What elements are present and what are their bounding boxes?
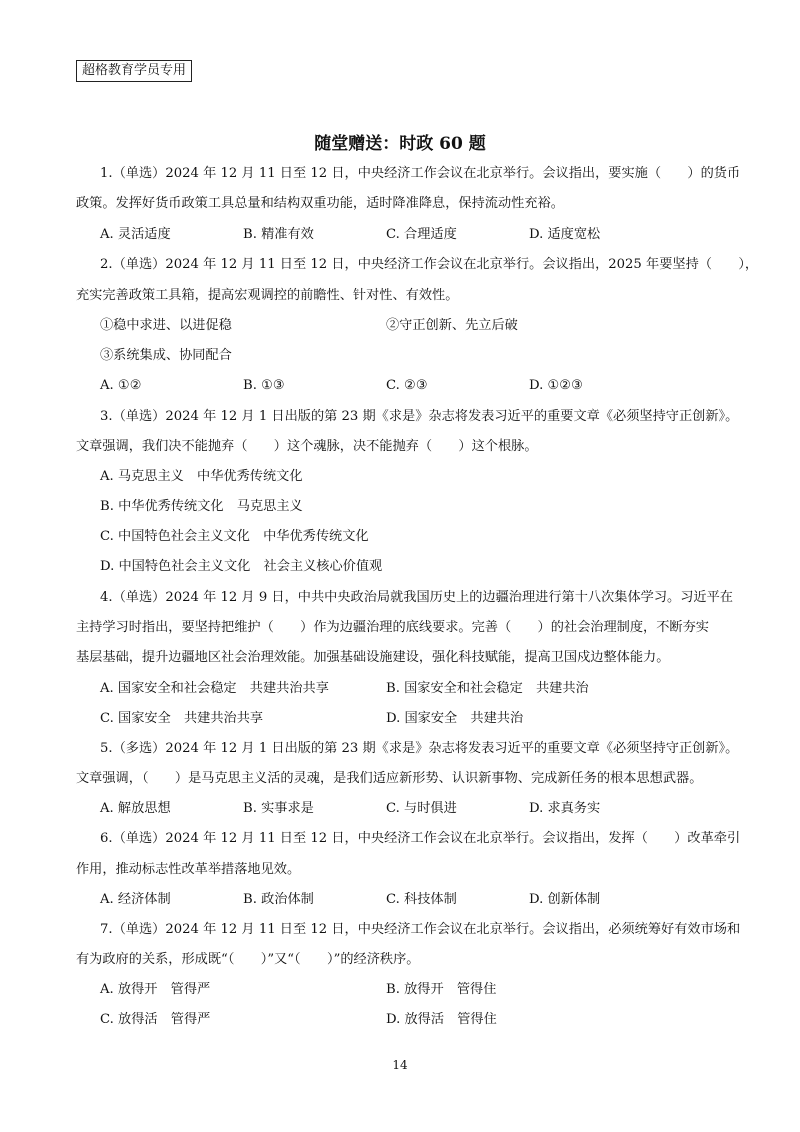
option-c: C. 国家安全 共建共治共享 [100, 711, 264, 726]
question-text: 5.（多选）2024 年 12 月 1 日出版的第 23 期《求是》杂志将发表习近平的重要文章《必须坚持守正创新》。 [100, 741, 739, 756]
option-a: A. 经济体制 [100, 892, 171, 907]
option-d: D. 国家安全 共建共治 [386, 711, 524, 726]
option-d: D. ①②③ [529, 378, 583, 393]
question-text: 作用，推动标志性改革举措落地见效。 [76, 862, 301, 877]
option-c: C. 放得活 管得严 [100, 1012, 211, 1027]
option-c: C. 科技体制 [386, 892, 457, 907]
statement-item: ①稳中求进、以进促稳 [100, 318, 232, 333]
option-d: D. 求真务实 [529, 801, 601, 816]
option-b: B. 实事求是 [243, 801, 314, 816]
option-a: A. 国家安全和社会稳定 共建共治共享 [100, 681, 329, 696]
option-d: D. 中国特色社会主义文化 社会主义核心价值观 [100, 559, 383, 574]
question-text: 4.（单选）2024 年 12 月 9 日，中共中央政治局就我国历史上的边疆治理进行第十八次集体学习。习近平在 [100, 590, 733, 605]
question-text: 2.（单选）2024 年 12 月 11 日至 12 日，中央经济工作会议在北京举行。会议指出，2025 年要坚持（ ）， [100, 257, 759, 272]
option-c: C. ②③ [386, 378, 428, 393]
option-b: B. 政治体制 [243, 892, 314, 907]
option-d: D. 适度宽松 [529, 227, 601, 242]
question-text: 政策。发挥好货币政策工具总量和结构双重功能，适时降准降息，保持流动性充裕。 [76, 196, 564, 211]
option-d: D. 放得活 管得住 [386, 1012, 497, 1027]
option-a: A. 马克思主义 中华优秀传统文化 [100, 469, 303, 484]
question-text: 充实完善政策工具箱，提高宏观调控的前瞻性、针对性、有效性。 [76, 288, 459, 303]
option-b: B. ①③ [243, 378, 285, 393]
option-a: A. 灵活适度 [100, 227, 171, 242]
question-text: 有为政府的关系，形成既“（ ）”又“（ ）”的经济秩序。 [76, 952, 420, 967]
option-c: C. 合理适度 [386, 227, 457, 242]
page-number: 14 [392, 1058, 408, 1072]
option-b: B. 中华优秀传统文化 马克思主义 [100, 499, 303, 514]
option-c: C. 中国特色社会主义文化 中华优秀传统文化 [100, 529, 369, 544]
statement-item: ③系统集成、协同配合 [100, 348, 232, 363]
question-text: 主持学习时指出，要坚持把维护（ ）作为边疆治理的底线要求。完善（ ）的社会治理制度，不断夯实 [76, 620, 709, 635]
option-a: A. 解放思想 [100, 801, 171, 816]
question-text: 基层基础，提升边疆地区社会治理效能。加强基础设施建设，强化科技赋能，提高卫国戍边整体能力。 [76, 650, 670, 665]
page-title: 随堂赠送：时政 60 题 [314, 134, 486, 154]
question-text: 文章强调，（ ）是马克思主义活的灵魂，是我们适应新形势、认识新事物、完成新任务的根本思想武器。 [76, 771, 703, 786]
question-text: 6.（单选）2024 年 12 月 11 日至 12 日，中央经济工作会议在北京举行。会议指出，发挥（ ）改革牵引 [100, 831, 741, 846]
option-b: B. 国家安全和社会稳定 共建共治 [386, 681, 589, 696]
option-b: B. 放得开 管得住 [386, 982, 497, 997]
question-text: 3.（单选）2024 年 12 月 1 日出版的第 23 期《求是》杂志将发表习近平的重要文章《必须坚持守正创新》。 [100, 409, 739, 424]
option-d: D. 创新体制 [529, 892, 601, 907]
option-a: A. 放得开 管得严 [100, 982, 211, 997]
statement-item: ②守正创新、先立后破 [386, 318, 518, 333]
option-a: A. ①② [100, 378, 142, 393]
question-text: 1.（单选）2024 年 12 月 11 日至 12 日，中央经济工作会议在北京举行。会议指出，要实施（ ）的货币 [100, 166, 741, 181]
question-text: 文章强调，我们决不能抛弃（ ）这个魂脉，决不能抛弃（ ）这个根脉。 [76, 439, 538, 454]
option-c: C. 与时俱进 [386, 801, 457, 816]
student-only-badge: 超格教育学员专用 [76, 60, 192, 82]
option-b: B. 精准有效 [243, 227, 314, 242]
question-text: 7.（单选）2024 年 12 月 11 日至 12 日，中央经济工作会议在北京举行。会议指出，必须统筹好有效市场和 [100, 922, 741, 937]
